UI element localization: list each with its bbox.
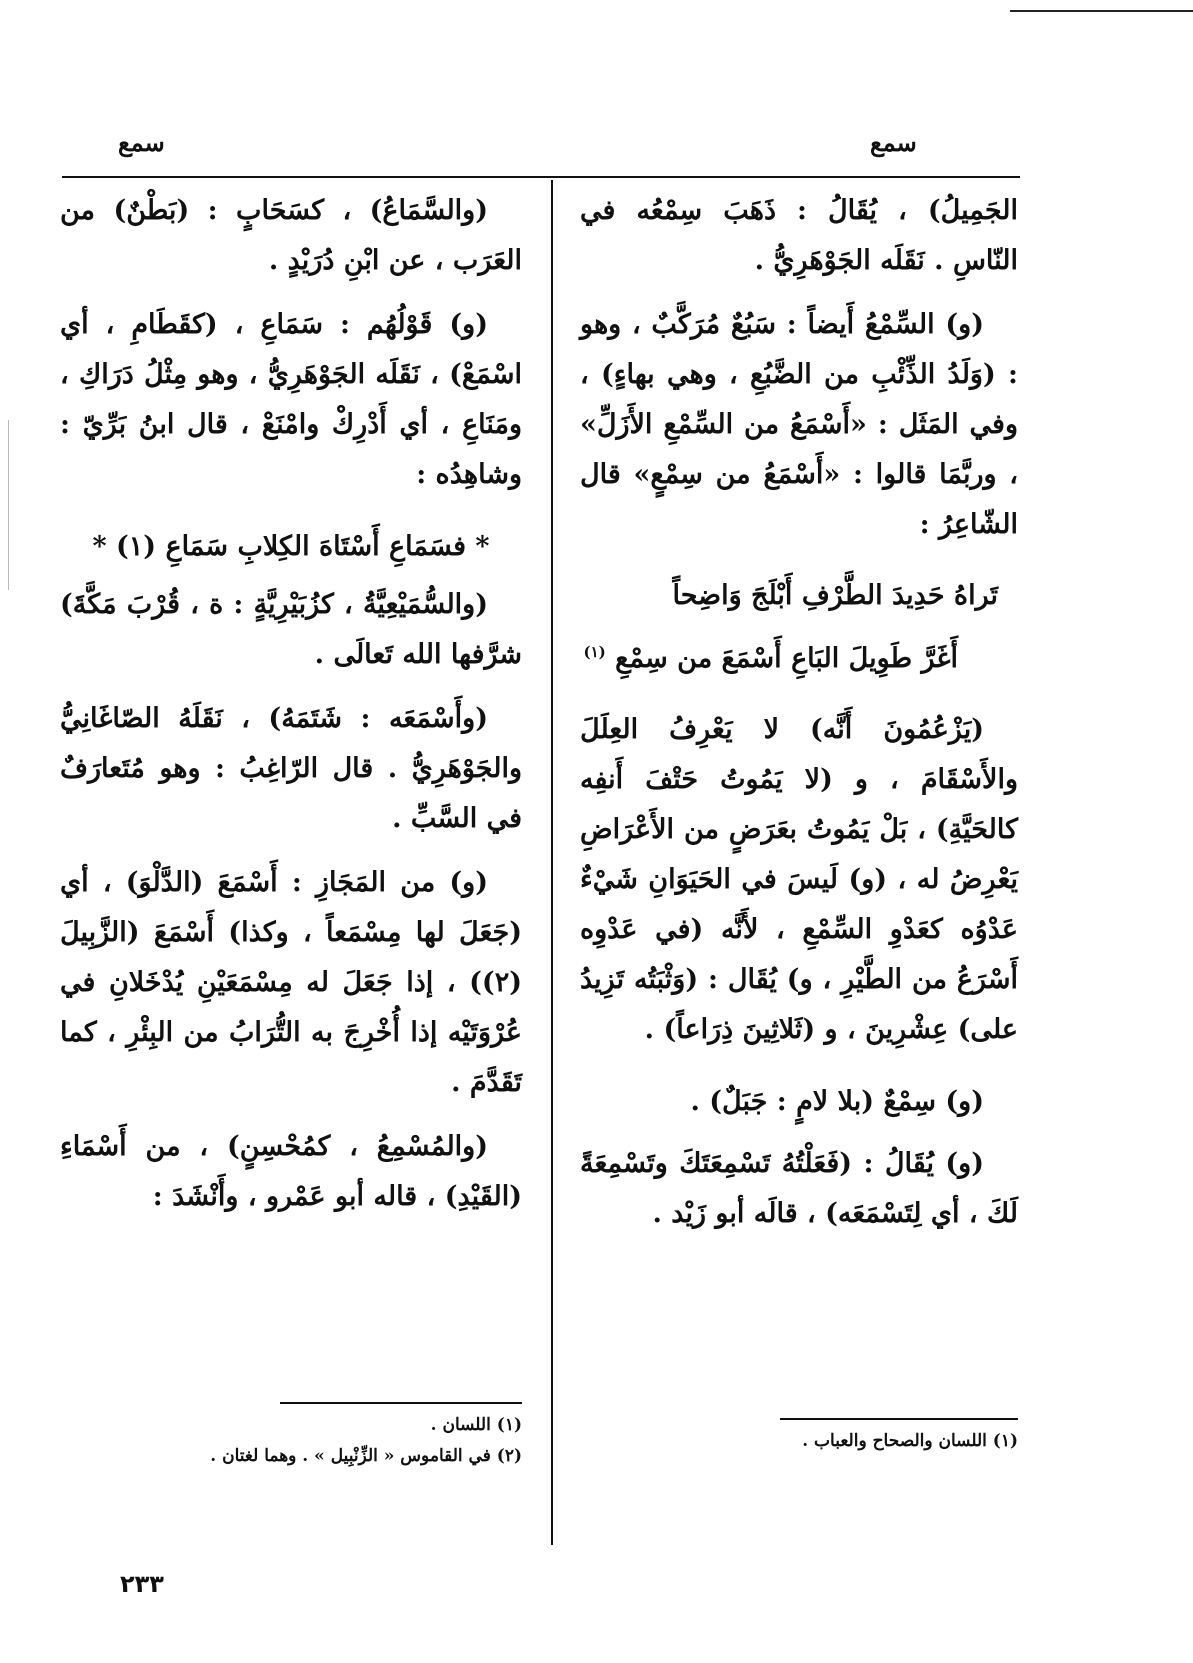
column-divider — [551, 180, 553, 1545]
right-footnote-1: (١) اللسان والصحاح والعباب . — [802, 1431, 1018, 1451]
verse-line-2 — [580, 624, 998, 687]
right-footnotes — [580, 1426, 1018, 1457]
page-number: ٢٣٣ — [120, 1570, 164, 1598]
left-column-header: سمع — [118, 128, 165, 157]
left-paragraph-2: (و) قَوْلُهُم : سَمَاعِ ، (كقَطَامِ ، أي اسْمَعْ) ، نَقَلَه الجَوْهَرِيُّ ، وهو مِثْلُ دَرَاكِ ، ومَنَاعِ ، أي أَدْرِكْ وامْنَعْ ، قال ابنُ بَرِّيّ : وشاهِدُه : — [60, 309, 522, 490]
left-paragraph-5: (و) من المَجَازِ : أَسْمَعَ (الدَّلْوَ) ، أي (جَعَلَ لها مِسْمَعاً ، وكذا) أَسْمَعَ (الزَّبِيلَ (٢)) ، إذا جَعَلَ له مِسْمَعَيْنِ يُدْخَلانِ في عُرْوَتَيْه إذا أُخْرِجَ به التُّرَابُ من البِئْرِ ، كما تَقَدَّمَ . — [60, 867, 522, 1098]
verse-line-1: تَراهُ حَدِيدَ الطَّرْفِ أَبْلَجَ وَاضِحاً — [672, 580, 998, 611]
left-footnotes — [60, 1410, 522, 1472]
left-paragraph-1: (والسَّمَاعُ) ، كسَحَابٍ : (بَطْنٌ) من العَرَب ، عن ابْنِ دُرَيْدٍ . — [60, 195, 522, 276]
right-verse — [580, 568, 1018, 687]
right-paragraph-4: (و) سِمْعٌ (بلا لامٍ : جَبَلٌ) . — [690, 1086, 984, 1117]
top-edge-rule — [1010, 10, 1193, 12]
left-footnote-2: (٢) في القاموس « الزِّنْبِيل » . وهما لغتان . — [210, 1446, 522, 1466]
right-column — [580, 186, 1018, 1239]
right-paragraph-3: (يَزْعُمُونَ أَنَّه) لا يَعْرِفُ العِلَلَ والأَسْقَامَ ، و (لا يَمُوتُ حَتْفَ أَنفِه كالحَيَّةِ) ، بَلْ يَمُوتُ بعَرَضٍ من الأَعْرَاضِ يَعْرِضُ له ، (و) لَيسَ في الحَيَوَانِ شَيْءٌ عَدْوُه كعَدْوِ السِّمْعِ ، لأَنَّه (في عَدْوِه أَسْرَعُ من الطَّيْرِ ، و) يُقَال : (وَثْبَتُه تَزِيدُ على) عِشْرِينَ ، و (ثَلاثِينَ ذِرَاعاً) . — [580, 714, 1018, 1045]
right-footnote-rule — [780, 1418, 1018, 1420]
right-column-header: سمع — [870, 128, 917, 157]
left-footnote-1: (١) اللسان . — [430, 1415, 522, 1435]
left-paragraph-6: (والمُسْمِعُ ، كمُحْسِنٍ) ، من أَسْمَاءِ (القَيْدِ) ، قاله أبو عَمْرو ، وأَنْشَدَ : — [60, 1131, 522, 1212]
left-verse: * فسَمَاعِ أَسْتَاهَ الكِلابِ سَمَاعِ (١) * — [92, 531, 490, 562]
footnote-marker: (١) — [583, 643, 606, 661]
header-rule — [62, 176, 1020, 178]
right-paragraph-2: (و) السِّمْعُ أَيضاً : سَبُعٌ مُرَكَّبٌ ، وهو : (وَلَدُ الذِّئْبِ من الضَّبُعِ ، وهي بهاءٍ) ، وفي المَثَل : «أَسْمَعُ من السِّمْعِ الأَزَلِّ» ، وربَّمَا قالوا : «أَسْمَعُ من سِمْعٍ» قال الشّاعِرُ : — [580, 309, 1018, 540]
left-column — [60, 186, 522, 1222]
right-paragraph-1: الجَمِيلُ) ، يُقَالُ : ذَهَبَ سِمْعُه في النّاسِ . نَقَلَه الجَوْهَرِيُّ . — [580, 195, 1018, 276]
left-paragraph-3: (والسُّمَيْعِيَّةُ ، كزُبَيْرِيَّةٍ : ة ، قُرْبَ مَكَّةَ) شرَّفها الله تَعالَى . — [60, 589, 522, 670]
right-paragraph-5: (و) يُقَالُ : (فَعَلْتُهُ تَسْمِعَتَكَ وتَسْمِعَةً لَكَ ، أي لِتَسْمَعَه) ، قالَه أبو زَيْد . — [580, 1148, 1018, 1229]
scan-margin-mark — [8, 420, 9, 590]
verse-line-2-text: أَغَرَّ طَوِيلَ البَاعِ أَسْمَعَ من سِمْعِ — [615, 643, 958, 674]
left-paragraph-4: (وأَسْمَعَه : شَتَمَهُ) ، نَقَلَهُ الصّاغَانِيُّ والجَوْهَرِيُّ . قال الرّاغِبُ : وهو مُتَعارَفٌ في السَّبِّ . — [60, 703, 522, 834]
left-footnote-rule — [280, 1402, 522, 1404]
